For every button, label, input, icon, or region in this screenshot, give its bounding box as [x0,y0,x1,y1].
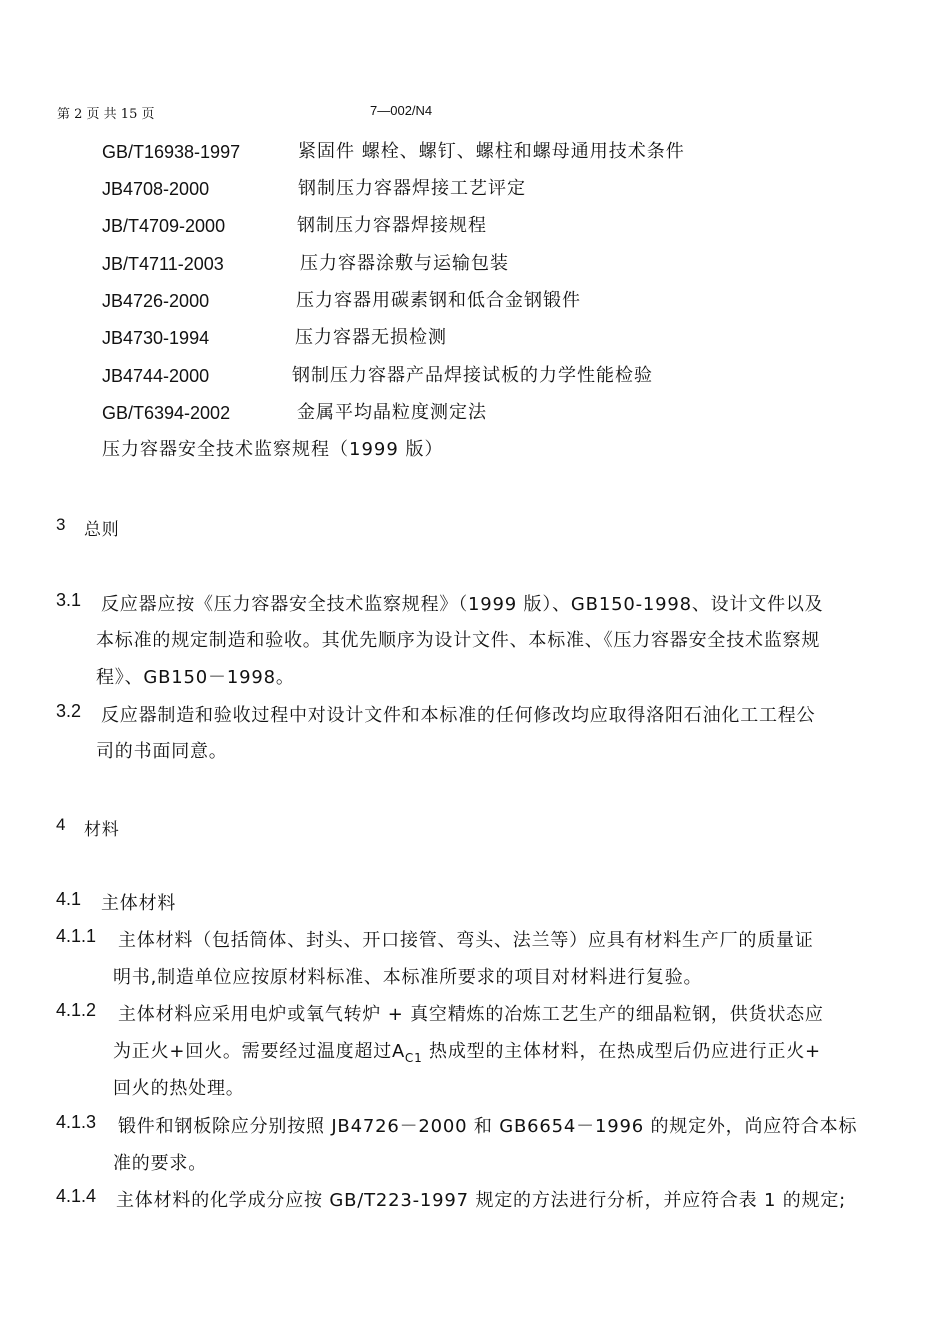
standard-title: 压力容器用碳素钢和低合金钢锻件 [296,290,581,311]
clause-number: 3.2 [56,701,82,721]
clause-text-with-subscript [113,1037,821,1065]
symbol-a: A [392,1041,405,1061]
section-heading-title: 总则 [84,520,120,540]
clause-number: 4.1.2 [56,1000,97,1020]
clause-text: 准的要求。 [113,1153,207,1174]
standard-title: 钢制压力容器焊接规程 [297,215,487,236]
symbol-subscript: C1 [404,1051,423,1065]
standard-title: 金属平均晶粒度测定法 [297,402,487,423]
standard-title: 压力容器涂敷与运输包装 [300,253,509,274]
standard-code: JB/T4711-2003 [102,254,224,274]
section-heading-title: 材料 [84,820,120,840]
standard-title: 钢制压力容器焊接工艺评定 [298,178,526,199]
standard-code: JB4730-1994 [102,328,210,348]
standard-title: 钢制压力容器产品焊接试板的力学性能检验 [292,365,653,386]
page-number-info: 第 2 页 共 15 页 [57,107,155,122]
standard-code: JB4726-2000 [102,291,210,311]
clause-text: 反应器制造和验收过程中对设计文件和本标准的任何修改均应取得洛阳石油化工工程公 [101,705,816,726]
standard-code: GB/T6394-2002 [102,403,231,423]
clause-number: 4.1.4 [56,1186,97,1206]
clause-text: 本标准的规定制造和验收。其优先顺序为设计文件、本标准、《压力容器安全技术监察规 [96,630,821,651]
section-heading-number: 4 [56,815,66,834]
clause-text: 主体材料应采用电炉或氧气转炉 + 真空精炼的冶炼工艺生产的细晶粒钢，供货状态应 [118,1004,824,1025]
clause-number: 4.1.3 [56,1112,97,1132]
clause-text: 为正火+回火。需要经过温度超过 [113,1041,393,1062]
clause-text: 锻件和钢板除应分别按照 JB4726－2000 和 GB6654－1996 的规定外，尚应符合本标 [118,1116,858,1137]
standard-code: JB4744-2000 [102,366,210,386]
clause-text: 反应器应按《压力容器安全技术监察规程》（1999 版）、GB150-1998、设计文件以及 [101,594,824,615]
clause-text: 回火的热处理。 [113,1078,245,1099]
clause-text: 主体材料（包括筒体、封头、开口接管、弯头、法兰等）应具有材料生产厂的质量证 [118,930,814,951]
clause-text: 主体材料的化学成分应按 GB/T223-1997 规定的方法进行分析，并应符合表 1 的规定; [116,1190,847,1211]
clause-text: 明书,制造单位应按原材料标准、本标准所要求的项目对材料进行复验。 [113,967,703,988]
clause-text: 热成型的主体材料，在热成型后仍应进行正火+ [422,1041,821,1062]
clause-number: 3.1 [56,590,82,610]
standard-extra: 压力容器安全技术监察规程（1999 版） [102,439,444,460]
subsection-number: 4.1 [56,889,82,909]
standard-code: JB4708-2000 [102,179,210,199]
clause-text: 司的书面同意。 [96,741,228,762]
clause-text: 程》、GB150－1998。 [96,667,295,688]
clause-number: 4.1.1 [56,926,97,946]
standard-title: 紧固件 螺栓、螺钉、螺柱和螺母通用技术条件 [298,141,685,162]
standard-code: GB/T16938-1997 [102,142,241,162]
standard-title: 压力容器无损检测 [295,327,447,348]
standard-code: JB/T4709-2000 [102,216,226,236]
document-code: 7—002/N4 [370,103,433,118]
section-heading-number: 3 [56,515,66,534]
subsection-title: 主体材料 [101,893,177,914]
